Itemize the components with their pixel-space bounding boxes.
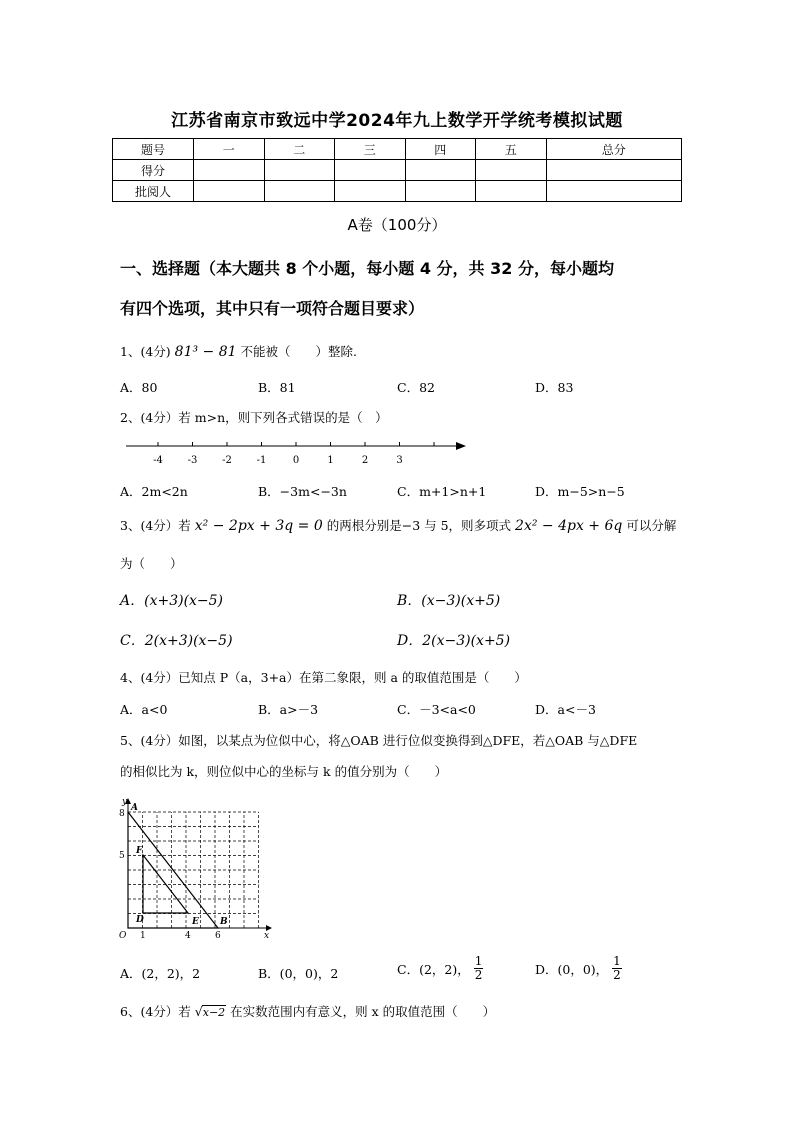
point-b-label: B: [220, 917, 228, 927]
question-1-prefix: 1、(4分): [120, 344, 171, 359]
q5-option-b[interactable]: B．(0，0)，2: [258, 966, 339, 981]
table-cell: 三: [335, 139, 406, 160]
y-axis-label: y: [122, 797, 128, 807]
part1-heading-cont: 有四个选项，其中只有一项符合题目要求）: [120, 299, 425, 318]
fraction-numerator: 1: [613, 954, 621, 968]
question-2: 2、(4分）若 m>n，则下列各式错误的是（ ）: [120, 410, 388, 425]
point-f-label: F: [136, 846, 143, 856]
question-1-suffix: 不能被（ ）整除.: [240, 344, 357, 359]
number-line-arrow: [456, 442, 466, 450]
number-line-tick-label: -3: [187, 455, 198, 466]
point-e-label: E: [192, 917, 199, 927]
table-cell: [546, 181, 682, 202]
q5-option-d-text: D．(0，0)，: [535, 961, 609, 977]
table-cell: [476, 160, 547, 181]
fraction-one-half: [612, 955, 622, 982]
question-3-cont: 为（ ）: [120, 556, 183, 571]
number-line-tick-label: -1: [256, 455, 267, 466]
table-cell: 总分: [546, 139, 682, 160]
y-tick-5: 5: [119, 851, 125, 861]
x-axis-label: x: [264, 931, 270, 941]
q3-option-a[interactable]: A．(x+3)(x−5): [120, 593, 224, 609]
q3-option-c[interactable]: C．2(x+3)(x−5): [120, 633, 233, 649]
question-6-prefix: 6、(4分）若: [120, 1004, 191, 1019]
number-line-tick-label: -4: [153, 455, 163, 466]
sqrt-icon: √: [194, 1004, 203, 1019]
q2-option-d[interactable]: D．m−5>n−5: [535, 484, 625, 499]
question-3-equation: x² − 2px + 3q = 0: [194, 518, 323, 534]
fraction-denominator: 2: [474, 968, 483, 982]
point-d-label: D: [136, 915, 144, 925]
q5-option-a[interactable]: A．(2，2)，2: [120, 966, 201, 981]
number-line-tick-label: 1: [327, 455, 334, 466]
q1-option-a[interactable]: A．80: [120, 380, 158, 395]
q3-option-d[interactable]: D．2(x−3)(x+5): [397, 633, 511, 649]
q5-option-d[interactable]: [535, 955, 622, 982]
question-3-prefix: 3、(4分）若: [120, 518, 191, 533]
q5-option-c[interactable]: [397, 955, 483, 982]
score-table-row: [113, 181, 682, 202]
score-table-header-row: [113, 139, 682, 160]
y-tick-8: 8: [119, 809, 125, 819]
question-5-cont: 的相似比为 k，则位似中心的坐标与 k 的值分别为（ ）: [120, 764, 448, 779]
table-cell: [476, 181, 547, 202]
fraction-numerator: 1: [474, 954, 483, 968]
q1-option-b[interactable]: B．81: [258, 380, 296, 395]
score-table-row: [113, 160, 682, 181]
point-a-label: A: [131, 803, 138, 813]
q5-figure: [116, 796, 276, 946]
q1-option-d[interactable]: D．83: [535, 380, 574, 395]
q2-option-b[interactable]: B．−3m<−3n: [258, 484, 347, 499]
table-cell: 二: [264, 139, 335, 160]
q4-option-b[interactable]: B．a>－3: [258, 702, 319, 717]
score-table: [112, 138, 682, 202]
question-3-suffix: 可以分解: [626, 518, 677, 533]
table-cell: [194, 181, 265, 202]
number-line-tick-label: 2: [361, 455, 369, 466]
question-6-radicand: x−2: [202, 1006, 226, 1019]
table-cell: 四: [405, 139, 476, 160]
table-cell: [405, 181, 476, 202]
question-1-expr: 81³ − 81: [174, 344, 237, 360]
question-4: 4、(4分）已知点 P（a，3+a）在第二象限，则 a 的取值范围是（ ）: [120, 670, 527, 685]
table-cell: 得分: [113, 160, 194, 181]
x-tick-4: 4: [185, 931, 191, 941]
q1-option-c[interactable]: C．82: [397, 380, 435, 395]
number-line-tick-label: 0: [292, 455, 300, 466]
number-line-tick-label: 3: [396, 455, 403, 466]
section-a-title: A卷（100分）: [347, 216, 447, 234]
table-cell: [335, 181, 406, 202]
question-1: [120, 342, 357, 360]
triangle-dfe: [143, 855, 188, 913]
table-cell: [194, 160, 265, 181]
table-cell: [405, 160, 476, 181]
number-line-tick-label: -2: [222, 455, 232, 466]
q4-option-d[interactable]: D．a<－3: [535, 702, 596, 717]
number-line: [120, 436, 470, 470]
table-cell: 批阅人: [113, 181, 194, 202]
question-3: [120, 516, 676, 534]
table-cell: 题号: [113, 139, 194, 160]
fraction-denominator: 2: [613, 968, 621, 982]
table-cell: 一: [194, 139, 265, 160]
x-tick-1: 1: [140, 931, 146, 941]
q4-option-a[interactable]: A．a<0: [120, 702, 168, 717]
question-3-polynomial: 2x² − 4px + 6q: [515, 518, 623, 534]
q2-option-a[interactable]: A．2m<2n: [120, 484, 188, 499]
q5-option-c-text: C．(2，2)，: [397, 961, 470, 977]
question-3-mid: 的两根分别是−3 与 5，则多项式: [326, 518, 512, 533]
table-cell: 五: [476, 139, 547, 160]
question-5: 5、(4分）如图，以某点为位似中心，将△OAB 进行位似变换得到△DFE，若△OAB 与△DFE: [120, 733, 638, 748]
x-tick-6: 6: [215, 931, 221, 941]
part1-heading: 一、选择题（本大题共 8 个小题，每小题 4 分，共 32 分，每小题均: [120, 259, 614, 278]
question-6-suffix: 在实数范围内有意义，则 x 的取值范围（ ）: [230, 1004, 496, 1019]
question-6: [120, 1002, 495, 1020]
table-cell: [335, 160, 406, 181]
page-title: 江苏省南京市致远中学2024年九上数学开学统考模拟试题: [171, 111, 623, 131]
fraction-one-half: [474, 955, 484, 982]
q2-option-c[interactable]: C．m+1>n+1: [397, 484, 487, 499]
q3-option-b[interactable]: B．(x−3)(x+5): [397, 593, 501, 609]
table-cell: [264, 181, 335, 202]
table-cell: [264, 160, 335, 181]
q4-option-c[interactable]: C．－3<a<0: [397, 702, 476, 717]
table-cell: [546, 160, 682, 181]
origin-label: O: [119, 931, 127, 941]
